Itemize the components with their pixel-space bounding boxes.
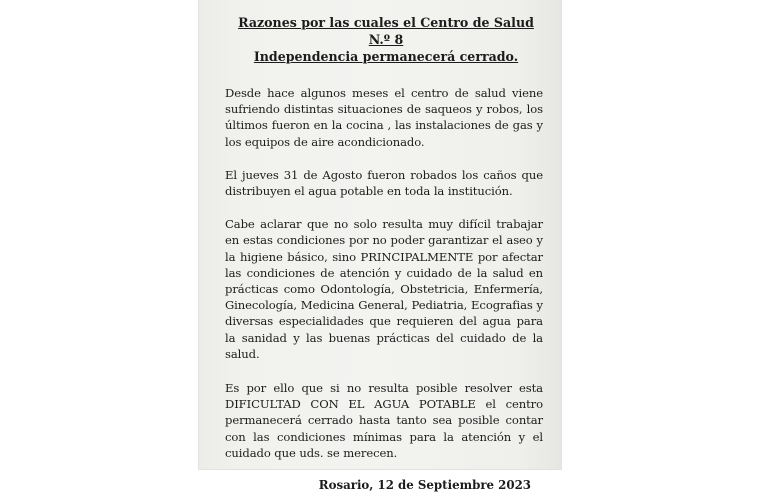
paragraph-robberies: Desde hace algunos meses el centro de salud viene sufriendo distintas situaciones de saqueos y robos, los últimos fueron en la cocina , las instalaciones de gas y los equipos de aire acondicionado.: [225, 86, 543, 149]
notice-title-line-1: Razones por las cuales el Centro de Salud N.º 8: [238, 15, 534, 47]
paragraph-health-care-impact: Cabe aclarar que no solo resulta muy difícil trabajar en estas condiciones por no poder garantizar el aseo y la higiene básico, sino PRINCIPALMENTE por afectar las condiciones de atención y cuidado de la salud en prácticas como Odontología, Obstetricia, Enfermería, Ginecología, Medicina General, Pediatria, Ecografias y diversas especialidades que requieren del agua para la sanidad y las buenas prácticas del cuidado de la salud.: [225, 217, 543, 361]
posted-notice-sheet: [199, 0, 561, 493]
paragraph-water-pipes-stolen: El jueves 31 de Agosto fueron robados los caños que distribuyen el agua potable en toda la institución.: [225, 167, 543, 199]
place-and-date: Rosario, 12 de Septiembre 2023: [318, 478, 531, 493]
notice-title: [225, 14, 543, 65]
notice-title-line-2: Independencia permanecerá cerrado.: [253, 49, 519, 64]
paragraph-closure-until-resolved: Es por ello que si no resulta posible resolver esta DIFICULTAD CON EL AGUA POTABLE el centro permanecerá cerrado hasta tanto sea posible contar con las condiciones mínimas para la atención y el cuidado que uds. se merecen.: [225, 381, 543, 460]
